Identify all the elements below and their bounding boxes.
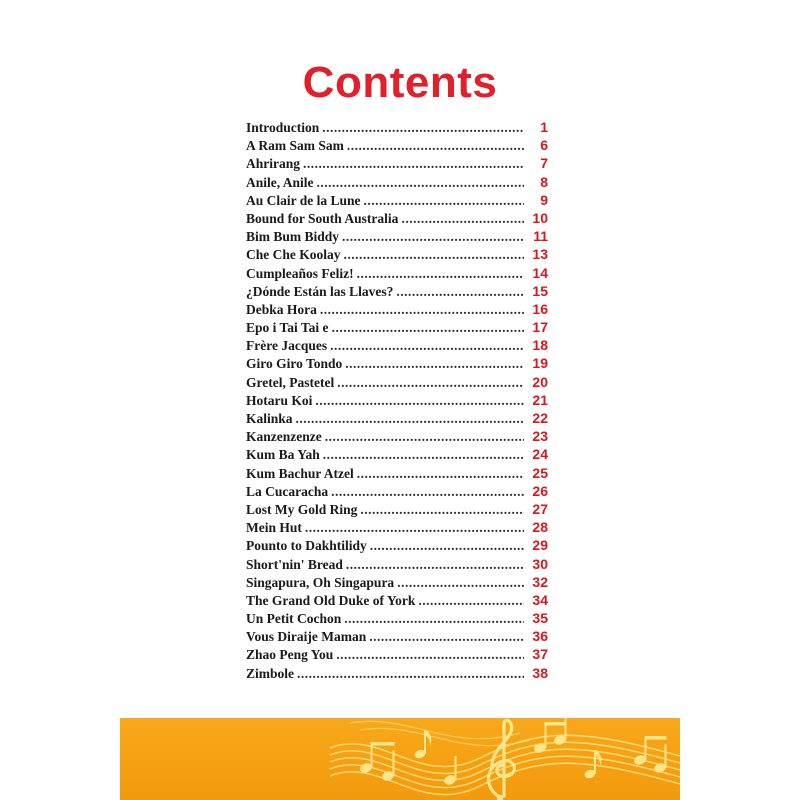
toc-entry-title: Frère Jacques — [246, 338, 328, 354]
toc-entry — [246, 191, 548, 209]
toc-dot-leader — [332, 319, 524, 337]
toc-entry-title: Cumpleaños Feliz! — [246, 265, 354, 281]
toc-entry-title: Au Clair de la Lune — [246, 192, 361, 208]
toc-entry-page-number: 17 — [532, 319, 548, 336]
toc-entry-title: The Grand Old Duke of York — [246, 592, 416, 608]
toc-entry — [246, 518, 548, 536]
toc-entry-page-number: 14 — [532, 264, 548, 281]
toc-entry — [246, 154, 548, 172]
toc-entry-page-number: 26 — [532, 482, 548, 499]
toc-entry-title: Un Petit Cochon — [246, 611, 342, 627]
toc-entry-title: Giro Giro Tondo — [246, 356, 343, 372]
toc-dot-leader — [401, 210, 524, 228]
toc-entry-page-number: 24 — [532, 446, 548, 463]
toc-entry — [246, 555, 548, 573]
toc-entry-page-number: 11 — [533, 228, 548, 245]
toc-entry-page-number: 13 — [532, 246, 548, 263]
toc-entry-title: Debka Hora — [246, 301, 317, 317]
toc-entry-title: Lost My Gold Ring — [246, 501, 358, 517]
toc-dot-leader — [345, 355, 524, 373]
toc-dot-leader — [344, 246, 525, 264]
toc-entry-page-number: 37 — [532, 646, 548, 663]
toc-entry-title: Kalinka — [246, 411, 293, 426]
toc-entry-title: Kanzenzenze — [246, 429, 322, 445]
toc-entry-title: Vous Diraije Maman — [246, 629, 367, 645]
toc-entry-page-number: 22 — [532, 410, 548, 426]
toc-dot-leader — [315, 392, 524, 410]
toc-entry — [246, 300, 548, 318]
toc-entry-page-number: 18 — [532, 337, 548, 354]
toc-entry-title: A Ram Sam Sam — [246, 138, 344, 154]
footer-band — [120, 718, 680, 800]
toc-entry-title: Short'nin' Bread — [246, 556, 343, 572]
toc-dot-leader — [357, 265, 524, 283]
toc-dot-leader — [370, 537, 524, 555]
toc-entry-page-number: 29 — [532, 537, 548, 554]
toc-entry-title: Introduction — [246, 120, 320, 135]
toc-entry-page-number: 8 — [540, 173, 548, 190]
toc-entry-page-number: 16 — [532, 300, 548, 317]
toc-entry — [246, 336, 548, 354]
toc-entry — [246, 445, 548, 463]
toc-entry — [246, 536, 548, 554]
toc-dot-leader — [331, 483, 524, 501]
toc-dot-leader — [305, 519, 524, 537]
toc-entry-title: Anile, Anile — [246, 174, 314, 190]
music-notes-staff-icon — [120, 718, 680, 800]
toc-entry — [246, 173, 548, 191]
toc-entry-title: Hotaru Koi — [246, 392, 313, 408]
toc-entry-title: Kum Ba Yah — [246, 447, 320, 463]
toc-entry-title: ¿Dónde Están las Llaves? — [246, 283, 394, 299]
toc-entry — [246, 591, 548, 609]
toc-entry-page-number: 38 — [532, 664, 548, 681]
toc-dot-leader — [297, 665, 524, 683]
toc-entry-title: Gretel, Pastetel — [246, 374, 335, 390]
toc-dot-leader — [360, 501, 524, 519]
toc-entry — [246, 645, 548, 663]
toc-dot-leader — [342, 228, 524, 246]
toc-entry — [246, 464, 548, 482]
toc-entry — [246, 245, 548, 263]
toc-entry-title: Che Che Koolay — [246, 247, 341, 263]
toc-dot-leader — [325, 428, 524, 446]
toc-dot-leader — [296, 410, 524, 428]
toc-entry-title: Bound for South Australia — [246, 210, 399, 226]
toc-dot-leader — [322, 119, 524, 137]
toc-entry-title: Ahrirang — [246, 156, 300, 172]
toc-entry-page-number: 23 — [532, 428, 548, 445]
toc-entry-page-number: 6 — [540, 137, 548, 154]
toc-entry — [246, 573, 548, 591]
toc-entry-title: La Cucaracha — [246, 483, 329, 499]
toc-dot-leader — [336, 646, 524, 664]
toc-entry-page-number: 10 — [532, 209, 548, 226]
toc-entry — [246, 118, 548, 136]
toc-dot-leader — [418, 592, 524, 610]
toc-entry-page-number: 36 — [532, 628, 548, 645]
toc-dot-leader — [323, 446, 524, 464]
toc-entry — [246, 609, 548, 627]
toc-entry — [246, 318, 548, 336]
toc-dot-leader — [317, 174, 524, 192]
toc-entry-page-number: 7 — [540, 155, 548, 172]
toc-entry — [246, 354, 548, 372]
toc-entry — [246, 136, 548, 154]
toc-entry-title: Singapura, Oh Singapura — [246, 574, 395, 590]
toc-entry-page-number: 15 — [532, 282, 548, 299]
toc-entry-page-number: 21 — [532, 391, 548, 408]
toc-entry-page-number: 35 — [532, 610, 548, 627]
toc-dot-leader — [347, 137, 524, 155]
toc-entry — [246, 427, 548, 445]
toc-dot-leader — [357, 465, 524, 483]
toc-dot-leader — [397, 574, 524, 592]
toc-entry-page-number: 1 — [540, 119, 548, 135]
toc-entry-page-number: 25 — [532, 464, 548, 481]
toc-entry — [246, 264, 548, 282]
toc-entry-page-number: 30 — [532, 555, 548, 572]
toc-entry-page-number: 20 — [532, 373, 548, 390]
toc-entry-page-number: 9 — [540, 191, 548, 208]
toc-entry-page-number: 32 — [532, 573, 548, 590]
page-title: Contents — [302, 58, 498, 107]
toc-dot-leader — [303, 155, 524, 173]
toc-entry — [246, 627, 548, 645]
toc-dot-leader — [337, 374, 524, 392]
toc-dot-leader — [369, 628, 524, 646]
toc-entry-page-number: 27 — [532, 500, 548, 517]
toc-entry — [246, 391, 548, 409]
toc-entry-title: Epo i Tai Tai e — [246, 320, 329, 336]
toc-entry — [246, 209, 548, 227]
toc-dot-leader — [396, 283, 524, 301]
toc-dot-leader — [320, 301, 524, 319]
toc-entry — [246, 664, 548, 682]
toc-entry-title: Mein Hut — [246, 520, 302, 536]
toc-entry — [246, 500, 548, 518]
toc-dot-leader — [364, 192, 524, 210]
toc-entry — [246, 482, 548, 500]
toc-entry-title: Zhao Peng You — [246, 647, 334, 663]
toc-entry — [246, 227, 548, 245]
table-of-contents — [246, 118, 548, 682]
toc-entry-page-number: 34 — [532, 591, 548, 608]
toc-entry — [246, 409, 548, 427]
toc-entry-title: Kum Bachur Atzel — [246, 465, 354, 481]
toc-entry-title: Bim Bum Biddy — [246, 229, 340, 245]
toc-entry-title: Pounto to Dakhtilidy — [246, 538, 367, 554]
toc-entry — [246, 373, 548, 391]
toc-dot-leader — [330, 337, 524, 355]
toc-entry-title: Zimbole — [246, 665, 295, 681]
toc-entry — [246, 282, 548, 300]
toc-dot-leader — [344, 610, 524, 628]
toc-entry-page-number: 19 — [532, 355, 548, 372]
toc-entry-page-number: 28 — [532, 519, 548, 536]
toc-dot-leader — [346, 556, 524, 574]
